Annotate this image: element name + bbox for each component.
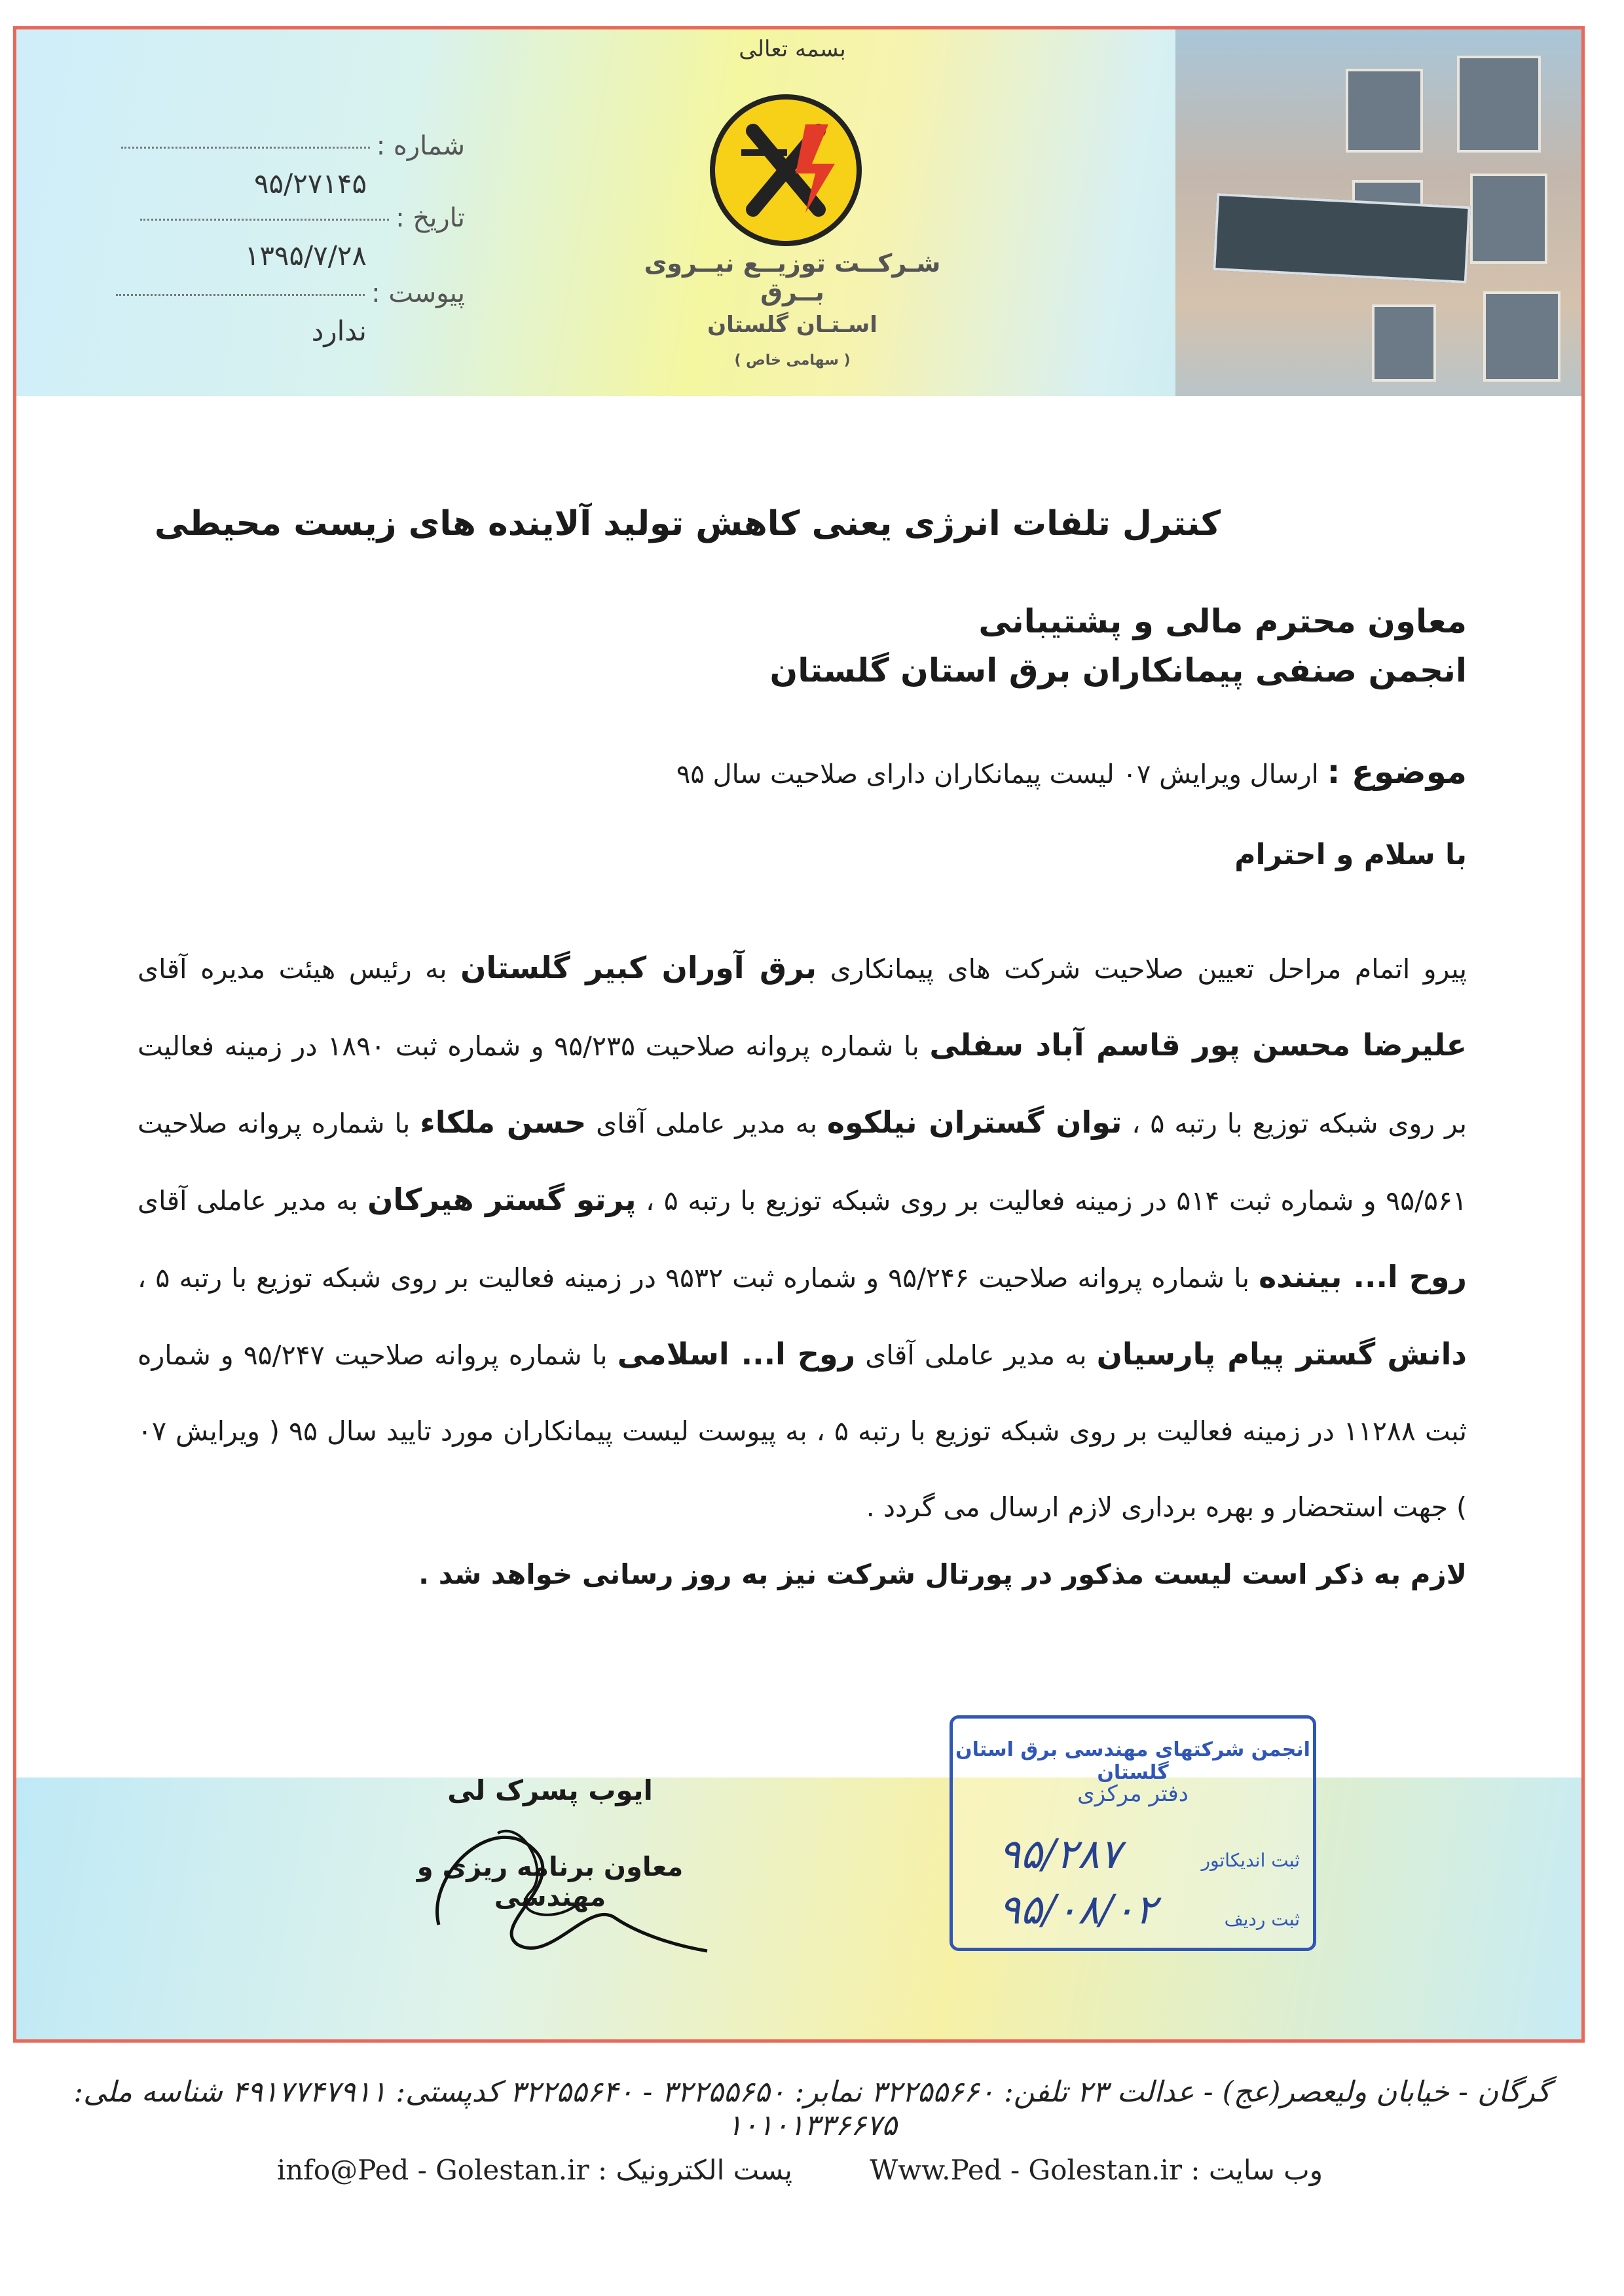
letter-title: کنترل تلفات انرژی یعنی کاهش تولید آلاینده های زیست محیطی xyxy=(154,504,1221,543)
website-url[interactable]: Www.Ped - Golestan.ir xyxy=(870,2154,1183,2186)
building-photo xyxy=(1175,29,1581,396)
company-line-1: شـرکــت توزیــع نیــروی بــرق xyxy=(644,249,941,306)
signer-name: ایوب پسرک لی xyxy=(447,1774,653,1806)
salutation: با سلام و احترام xyxy=(1234,838,1467,871)
body-text: به مدیر عاملی آقای xyxy=(596,1108,817,1139)
subject-label: موضوع : xyxy=(1327,753,1467,791)
body-text: با شماره پروانه صلاحیت ۹۵/۵۶۱ و شماره ثبت ۵۱۴ در زمینه فعالیت بر روی شبکه توزیع با رتبه ۵ ، xyxy=(138,1108,1467,1216)
website-label: وب سایت : xyxy=(1190,2154,1323,2186)
stamp-indicator-value: ۹۵/۲۸۷ xyxy=(999,1830,1122,1878)
letter-body xyxy=(138,930,1467,1545)
signer-role: معاون برنامه ریزی و مهندسی xyxy=(416,1852,684,1912)
stamp-org: انجمن شرکتهای مهندسی برق استان گلستان xyxy=(955,1738,1310,1784)
person-name-3: روح ا... بیننده xyxy=(1259,1259,1467,1294)
number-value: ۹۵/۲۷۱۴۵ xyxy=(253,168,367,200)
registration-stamp xyxy=(950,1715,1316,1951)
letter-number xyxy=(98,131,465,200)
body-text: به مدیر عاملی آقای xyxy=(138,1185,358,1216)
body-text: به مدیر عاملی آقای xyxy=(865,1339,1087,1371)
footer-band xyxy=(16,1777,1581,2039)
date-label: تاریخ : xyxy=(396,203,465,233)
company-line-3: ( سهامی خاص ) xyxy=(734,352,851,369)
letter-attachment xyxy=(98,278,465,347)
person-name-1: علیرضا محسن پور قاسم آباد سفلی xyxy=(929,1027,1467,1063)
body-text: با شماره پروانه صلاحیت ۹۵/۲۴۶ و شماره ثبت ۹۵۳۲ در زمینه فعالیت بر روی شبکه توزیع با رتبه ۵ ، xyxy=(138,1262,1250,1294)
footer-website xyxy=(870,2154,1323,2186)
stamp-office: دفتر مرکزی xyxy=(1077,1781,1189,1807)
footer-address: گرگان - خیابان ولیعصر(عج) - عدالت ۲۳ تلفن: ۳۲۲۵۵۶۶۰ نمابر: ۳۲۲۵۵۶۵۰ - ۳۲۲۵۵۶۴۰ کدپستی: ۴۹۱۷۷۴۷۹۱۱ شناسه ملی: ۱۰۱۰۱۳۳۶۶۷۵ xyxy=(73,2075,1551,2142)
company-logo xyxy=(707,92,864,249)
body-text: با شماره پروانه صلاحیت ۹۵/۲۳۵ و شماره ثبت ۱۸۹۰ در زمینه فعالیت بر روی شبکه توزیع با رتبه ۵ ، xyxy=(138,1030,1467,1139)
email-label: پست الکترونیک : xyxy=(598,2154,792,2186)
stamp-row-label: ثبت ردیف xyxy=(1224,1908,1300,1930)
attachment-label: پیوست : xyxy=(371,278,465,308)
body-text: با شماره پروانه صلاحیت ۹۵/۲۴۷ و شماره ثبت ۱۱۲۸۸ در زمینه فعالیت بر روی شبکه توزیع با رتبه ۵ ، به پیوست لیست پیمانکاران مورد تایید سال ۹۵ ( ویرایش ۰۷ ) جهت استحضار و بهره برداری لازم ارسال می گردد . xyxy=(138,1339,1467,1523)
recipient-line-1: معاون محترم مالی و پشتیبانی xyxy=(978,602,1467,640)
company-name-4: دانش گستر پیام پارسیان xyxy=(1096,1336,1467,1372)
subject xyxy=(288,753,1467,791)
person-name-4: روح ا... اسلامی xyxy=(617,1336,856,1372)
person-name-2: حسن ملکاء xyxy=(420,1104,587,1140)
body-text: پیرو اتمام مراحل تعیین صلاحیت شرکت های پیمانکاری xyxy=(830,953,1467,985)
email-address[interactable]: info@Ped - Golestan.ir xyxy=(276,2154,589,2186)
handwritten-signature xyxy=(419,1794,720,1964)
number-label: شماره : xyxy=(376,131,465,161)
closing-note: لازم به ذکر است لیست مذکور در پورتال شرکت نیز به روز رسانی خواهد شد . xyxy=(418,1558,1467,1590)
company-name xyxy=(622,249,963,369)
body-text: به رئیس هیئت مدیره آقای xyxy=(138,953,447,985)
date-value: ۱۳۹۵/۷/۲۸ xyxy=(244,240,367,272)
company-line-2: اسـتـان گلستان xyxy=(707,312,877,338)
shop-sign xyxy=(1213,193,1471,283)
company-name-1: برق آوران کبیر گلستان xyxy=(460,950,817,985)
subject-text: ارسال ویرایش ۰۷ لیست پیمانکاران دارای صلاحیت سال ۹۵ xyxy=(676,759,1319,790)
attachment-value: ندارد xyxy=(311,315,367,347)
stamp-indicator-label: ثبت اندیکاتور xyxy=(1201,1850,1300,1871)
letter-date xyxy=(98,203,465,272)
company-name-3: پرتو گستر هیرکان xyxy=(367,1182,637,1217)
bismillah: بسمه تعالی xyxy=(739,36,846,62)
stamp-row-value: ۹۵/۰۸/۰۲ xyxy=(999,1886,1157,1933)
company-name-2: توان گستران نیلکوه xyxy=(826,1104,1122,1140)
recipient-line-2: انجمن صنفی پیمانکاران برق استان گلستان xyxy=(769,651,1467,689)
footer-email xyxy=(277,2154,792,2186)
